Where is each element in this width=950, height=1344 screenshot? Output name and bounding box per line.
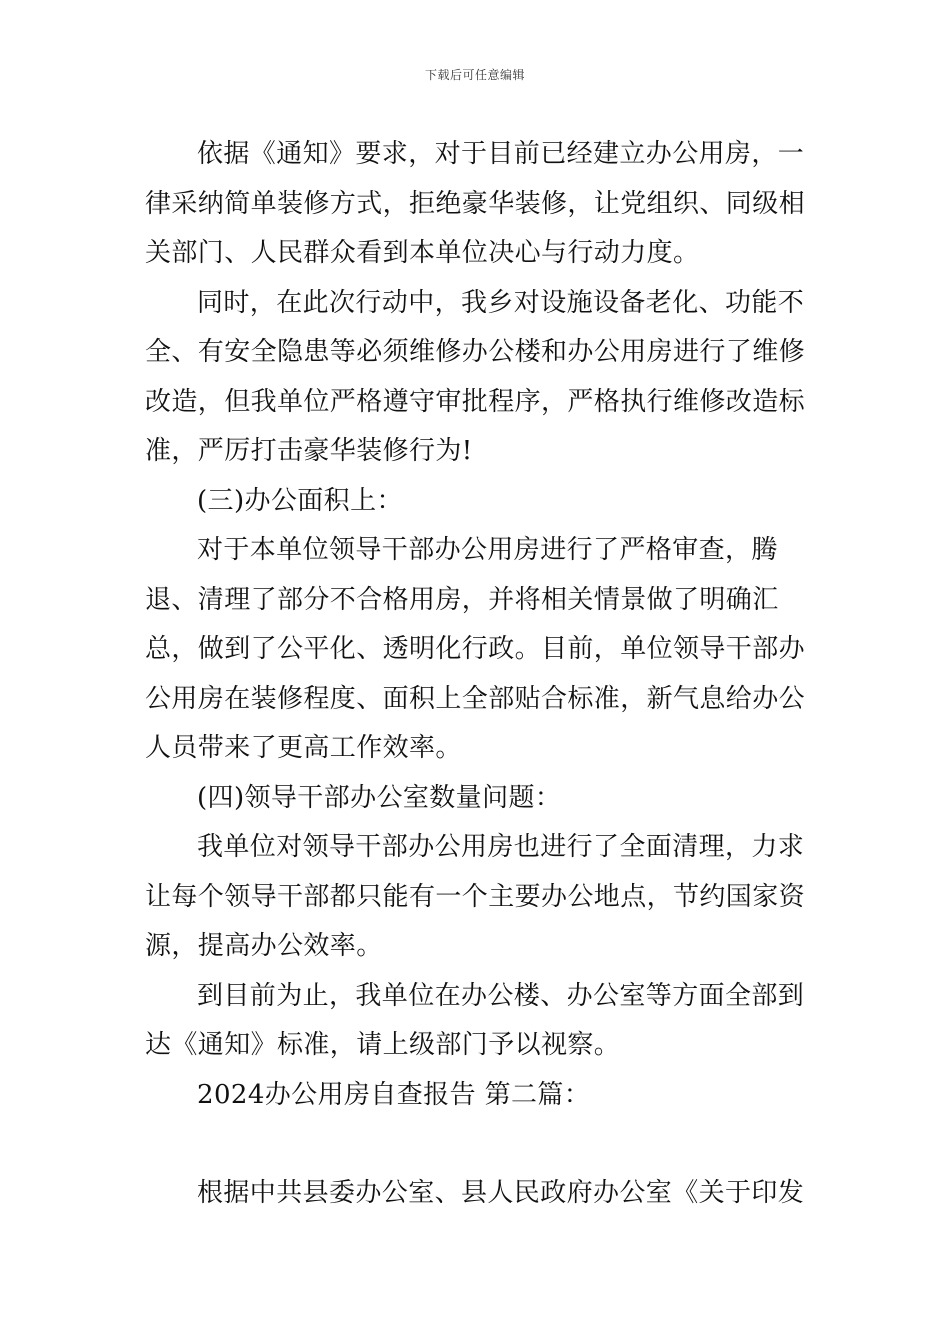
section-heading-office-count: (四)领导干部办公室数量问题： (197, 782, 562, 813)
blank-line (145, 1120, 815, 1169)
paragraph-part-two-opening: 根据中共县委办公室、县人民政府办公室《关于印发 (197, 1178, 805, 1208)
part-two-title: 2024办公用房自查报告 第二篇： (197, 1079, 591, 1110)
paragraph-office-count-cleanup: 我单位对领导干部办公用房也进行了全面清理，力求让每个领导干部都只能有一个主要办公地点，节约国家资源，提高办公效率。 (145, 832, 806, 961)
paragraph-office-area-review: 对于本单位领导干部办公用房进行了严格审查，腾退、清理了部分不合格用房，并将相关情景做了明确汇总，做到了公平化、透明化行政。目前，单位领导干部办公用房在装修程度、面积上全部贴合标准，新气息给办公人员带来了更高工作效率。 (145, 535, 806, 763)
page-header-note: 下载后可任意编辑 (424, 68, 525, 82)
paragraph-notice-requirements: 依据《通知》要求，对于目前已经建立办公用房，一律采纳简单装修方式，拒绝豪华装修，让党组织、同级相关部门、人民群众看到本单位决心与行动力度。 (145, 139, 806, 268)
paragraph-conclusion: 到目前为止，我单位在办公楼、办公室等方面全部到达《通知》标准，请上级部门予以视察。 (145, 980, 805, 1060)
document-body (145, 130, 815, 1219)
section-heading-office-area: (三)办公面积上： (197, 485, 403, 516)
paragraph-maintenance: 同时，在此次行动中，我乡对设施设备老化、功能不全、有安全隐患等必须维修办公楼和办公用房进行了维修改造，但我单位严格遵守审批程序，严格执行维修改造标准，严厉打击豪华装修行为! (145, 287, 806, 466)
